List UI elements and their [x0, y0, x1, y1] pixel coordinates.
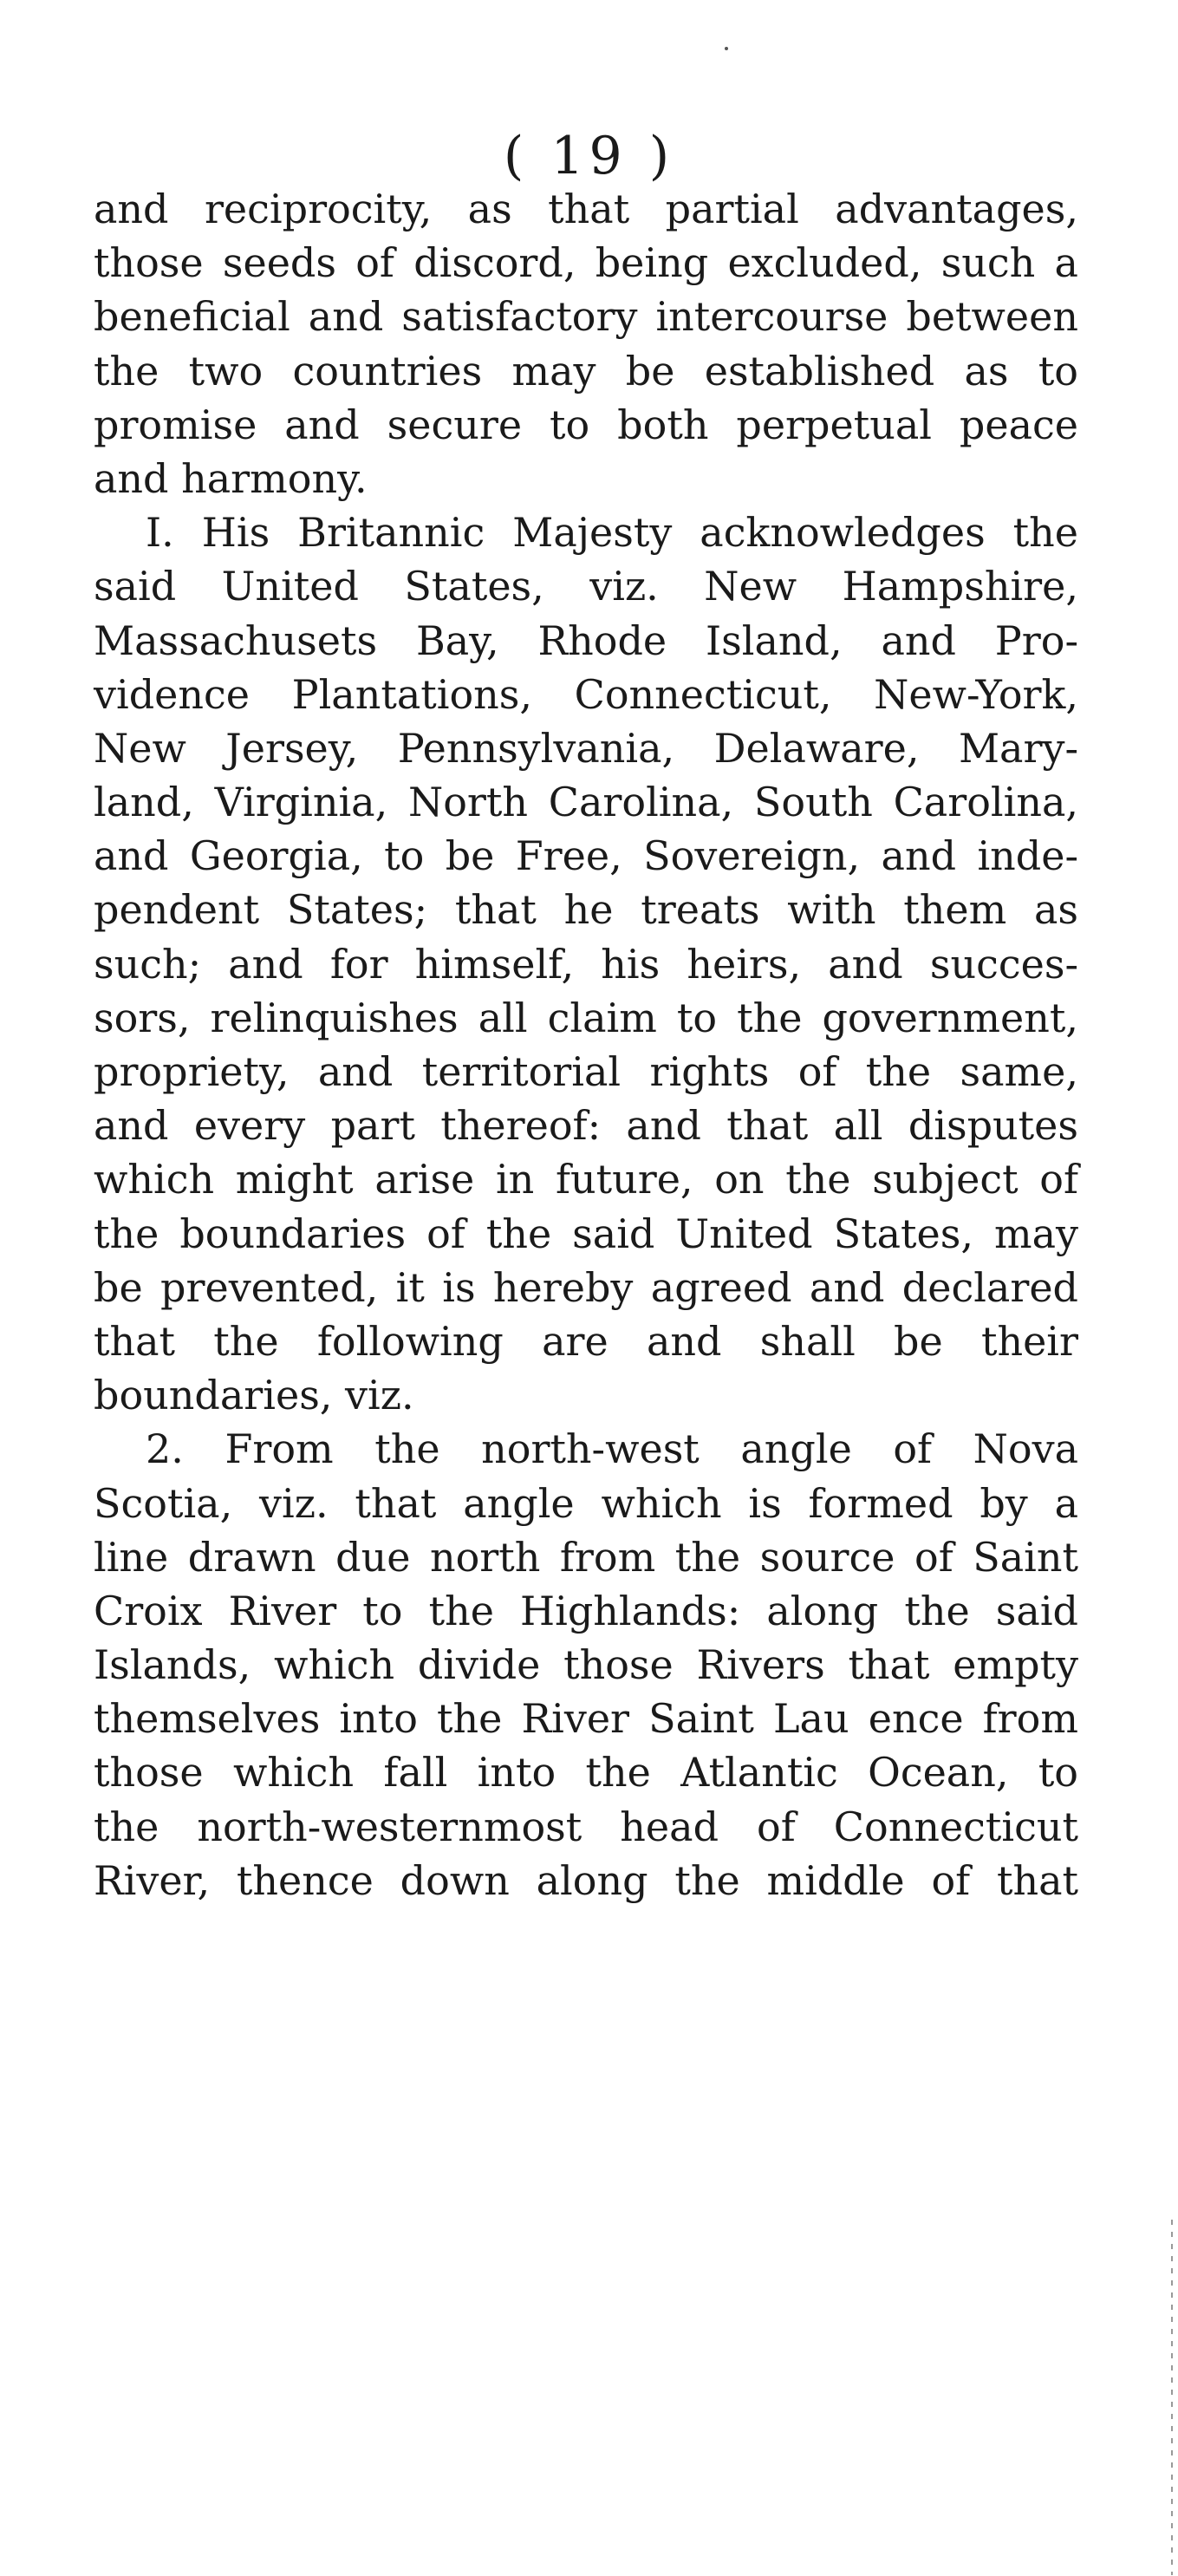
text-line: propriety, and territorial rights of the same, — [94, 1048, 1078, 1095]
text-line: sors, relinquishes all claim to the government, — [94, 994, 1078, 1041]
text-line: land, Virginia, North Carolina, South Carolina, — [94, 779, 1078, 826]
text-line: and every part thereof: and that all disputes — [94, 1102, 1078, 1150]
text-line: and harmony. — [94, 454, 368, 502]
text-line: the north-westernmost head of Connecticut — [94, 1803, 1078, 1850]
text-line: the two countries may be established as to — [94, 347, 1078, 395]
text-line: Islands, which divide those Rivers that empty — [94, 1641, 1078, 1689]
text-line: I. His Britannic Majesty acknowledges the — [146, 509, 1078, 557]
text-line: said United States, viz. New Hampshire, — [94, 563, 1078, 610]
text-line: and Georgia, to be Free, Sovereign, and inde- — [94, 832, 1078, 880]
body-text — [94, 182, 1078, 1908]
text-line: New Jersey, Pennsylvania, Delaware, Mary- — [94, 724, 1078, 772]
page-edge-mark — [1171, 2220, 1173, 2575]
text-line: line drawn due north from the source of Saint — [94, 1533, 1078, 1581]
ink-speck — [725, 47, 728, 50]
text-line: boundaries, viz. — [94, 1372, 414, 1419]
text-line: themselves into the River Saint Lau ence from — [94, 1695, 1078, 1743]
text-line: the boundaries of the said United States, may — [94, 1210, 1078, 1257]
text-line: such; and for himself, his heirs, and succes- — [94, 940, 1078, 988]
text-line: those which fall into the Atlantic Ocean, to — [94, 1749, 1078, 1797]
paragraph-article-1 — [94, 505, 1078, 1422]
text-line: be prevented, it is hereby agreed and declared — [94, 1263, 1078, 1311]
text-line: Scotia, viz. that angle which is formed by a — [94, 1479, 1078, 1527]
text-line: beneficial and satisfactory intercourse between — [94, 293, 1078, 341]
text-line: promise and secure to both perpetual peace — [94, 401, 1078, 448]
text-line: 2. From the north-west angle of Nova — [146, 1425, 1078, 1473]
page-number: ( 19 ) — [503, 126, 675, 186]
text-line: Massachusets Bay, Rhode Island, and Pro- — [94, 616, 1078, 664]
text-line: those seeds of discord, being excluded, such a — [94, 239, 1078, 287]
text-line: vidence Plantations, Connecticut, New-York, — [94, 670, 1078, 718]
text-line: which might arise in future, on the subject of — [94, 1156, 1078, 1203]
paragraph-article-2 — [94, 1422, 1078, 1908]
paragraph-preamble — [94, 182, 1078, 505]
text-line: Croix River to the Highlands: along the said — [94, 1587, 1078, 1634]
text-line: pendent States; that he treats with them as — [94, 886, 1078, 934]
text-line: that the following are and shall be their — [94, 1317, 1078, 1365]
text-line: River, thence down along the middle of that — [94, 1856, 1078, 1904]
text-line: and reciprocity, as that partial advantages, — [94, 186, 1078, 232]
